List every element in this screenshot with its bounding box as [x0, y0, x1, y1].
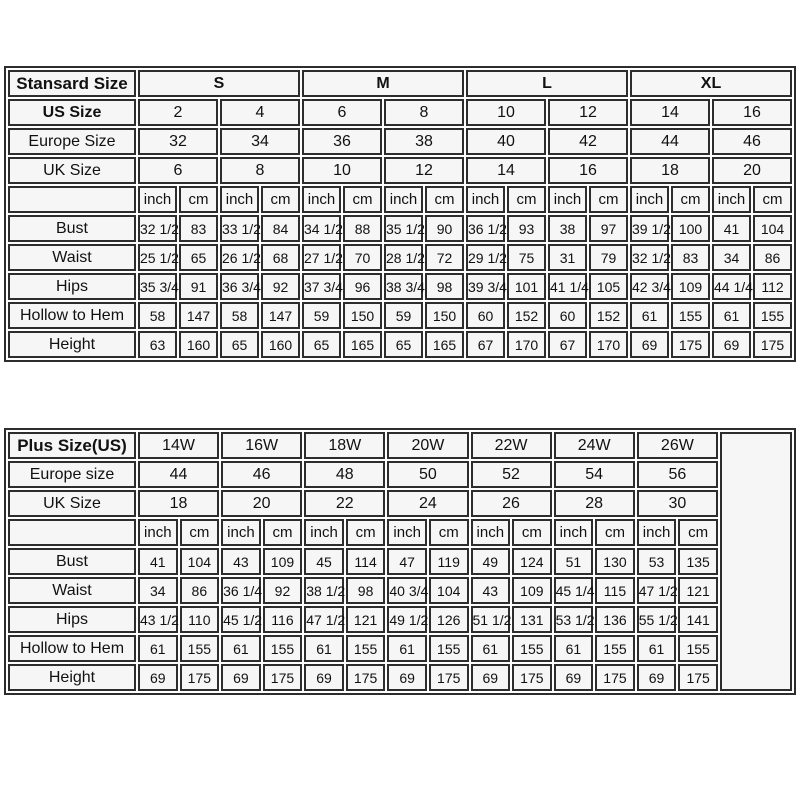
unit-cell: cm [425, 186, 464, 213]
standard-size-table [4, 66, 796, 362]
size-value-cell: 46 [221, 461, 302, 488]
measurement-value-cell: 40 3/4 [387, 577, 427, 604]
measurement-value-cell: 36 3/4 [220, 273, 259, 300]
measurement-value-cell: 51 1/2 [471, 606, 511, 633]
measurement-value-cell: 34 [138, 577, 178, 604]
measurement-value-cell: 45 [304, 548, 344, 575]
unit-row-label-cell [8, 519, 136, 546]
measurement-value-cell: 175 [671, 331, 710, 358]
size-group-header: L [466, 70, 628, 97]
measurement-value-cell: 31 [548, 244, 587, 271]
size-row [8, 461, 792, 488]
unit-cell: inch [548, 186, 587, 213]
measurement-row [8, 635, 792, 662]
measurement-value-cell: 104 [429, 577, 469, 604]
row-label: Waist [8, 577, 136, 604]
unit-cell: cm [343, 186, 382, 213]
measurement-value-cell: 155 [595, 635, 635, 662]
unit-cell: cm [263, 519, 303, 546]
size-value-cell: 48 [304, 461, 385, 488]
measurement-value-cell: 116 [263, 606, 303, 633]
row-label: UK Size [8, 490, 136, 517]
measurement-value-cell: 35 3/4 [138, 273, 177, 300]
measurement-value-cell: 119 [429, 548, 469, 575]
measurement-row [8, 548, 792, 575]
measurement-value-cell: 38 3/4 [384, 273, 423, 300]
measurement-value-cell: 152 [589, 302, 628, 329]
measurement-value-cell: 69 [221, 664, 261, 691]
measurement-value-cell: 69 [630, 331, 669, 358]
measurement-value-cell: 49 [471, 548, 511, 575]
size-row [8, 99, 792, 126]
measurement-value-cell: 49 1/2 [387, 606, 427, 633]
measurement-value-cell: 160 [261, 331, 300, 358]
unit-cell: inch [138, 519, 178, 546]
measurement-value-cell: 42 3/4 [630, 273, 669, 300]
measurement-value-cell: 155 [429, 635, 469, 662]
measurement-value-cell: 61 [554, 635, 594, 662]
measurement-value-cell: 115 [595, 577, 635, 604]
measurement-value-cell: 47 1/2 [304, 606, 344, 633]
size-value-cell: 10 [302, 157, 382, 184]
measurement-value-cell: 114 [346, 548, 386, 575]
measurement-value-cell: 86 [753, 244, 792, 271]
measurement-value-cell: 61 [471, 635, 511, 662]
measurement-value-cell: 92 [261, 273, 300, 300]
unit-cell: cm [595, 519, 635, 546]
unit-cell: cm [507, 186, 546, 213]
size-row [8, 490, 792, 517]
measurement-value-cell: 60 [466, 302, 505, 329]
measurement-value-cell: 160 [179, 331, 218, 358]
measurement-value-cell: 41 1/4 [548, 273, 587, 300]
unit-cell: inch [637, 519, 677, 546]
measurement-value-cell: 83 [179, 215, 218, 242]
unit-cell: cm [261, 186, 300, 213]
measurement-value-cell: 175 [753, 331, 792, 358]
measurement-value-cell: 155 [346, 635, 386, 662]
measurement-value-cell: 175 [346, 664, 386, 691]
measurement-value-cell: 104 [753, 215, 792, 242]
measurement-value-cell: 47 [387, 548, 427, 575]
size-value-cell: 8 [384, 99, 464, 126]
measurement-value-cell: 150 [425, 302, 464, 329]
unit-row-label-cell [8, 186, 136, 213]
row-label: Hips [8, 606, 136, 633]
size-row [8, 157, 792, 184]
row-label: Hips [8, 273, 136, 300]
size-value-cell: 4 [220, 99, 300, 126]
row-label: Hollow to Hem [8, 302, 136, 329]
unit-cell: inch [304, 519, 344, 546]
measurement-value-cell: 61 [387, 635, 427, 662]
measurement-value-cell: 124 [512, 548, 552, 575]
plus-size-table-section [4, 428, 796, 695]
size-value-cell: 14 [630, 99, 710, 126]
size-value-cell: 44 [630, 128, 710, 155]
measurement-value-cell: 65 [384, 331, 423, 358]
measurement-value-cell: 83 [671, 244, 710, 271]
size-group-header: 24W [554, 432, 635, 459]
measurement-row [8, 577, 792, 604]
measurement-value-cell: 39 3/4 [466, 273, 505, 300]
unit-cell: cm [512, 519, 552, 546]
measurement-value-cell: 68 [261, 244, 300, 271]
size-value-cell: 34 [220, 128, 300, 155]
size-value-cell: 14 [466, 157, 546, 184]
measurement-value-cell: 34 [712, 244, 751, 271]
measurement-value-cell: 47 1/2 [637, 577, 677, 604]
measurement-value-cell: 29 1/2 [466, 244, 505, 271]
row-label: Height [8, 664, 136, 691]
unit-cell: inch [471, 519, 511, 546]
size-group-header: XL [630, 70, 792, 97]
measurement-value-cell: 69 [637, 664, 677, 691]
unit-cell: cm [589, 186, 628, 213]
measurement-value-cell: 38 1/2 [304, 577, 344, 604]
measurement-value-cell: 112 [753, 273, 792, 300]
measurement-value-cell: 61 [138, 635, 178, 662]
size-value-cell: 16 [712, 99, 792, 126]
measurement-value-cell: 101 [507, 273, 546, 300]
size-value-cell: 20 [712, 157, 792, 184]
size-value-cell: 32 [138, 128, 218, 155]
measurement-value-cell: 65 [302, 331, 341, 358]
unit-cell: cm [179, 186, 218, 213]
size-value-cell: 28 [554, 490, 635, 517]
size-value-cell: 40 [466, 128, 546, 155]
measurement-value-cell: 175 [429, 664, 469, 691]
measurement-value-cell: 69 [471, 664, 511, 691]
unit-cell: cm [346, 519, 386, 546]
measurement-row [8, 331, 792, 358]
measurement-value-cell: 175 [512, 664, 552, 691]
size-value-cell: 10 [466, 99, 546, 126]
measurement-value-cell: 147 [261, 302, 300, 329]
size-value-cell: 6 [302, 99, 382, 126]
measurement-value-cell: 41 [138, 548, 178, 575]
size-group-header: 20W [387, 432, 468, 459]
measurement-value-cell: 25 1/2 [138, 244, 177, 271]
measurement-value-cell: 59 [384, 302, 423, 329]
unit-cell: inch [138, 186, 177, 213]
measurement-value-cell: 39 1/2 [630, 215, 669, 242]
measurement-value-cell: 109 [512, 577, 552, 604]
measurement-value-cell: 109 [671, 273, 710, 300]
measurement-value-cell: 67 [548, 331, 587, 358]
measurement-row [8, 302, 792, 329]
measurement-value-cell: 155 [512, 635, 552, 662]
measurement-value-cell: 121 [346, 606, 386, 633]
plus-size-table [4, 428, 796, 695]
measurement-value-cell: 38 [548, 215, 587, 242]
unit-cell: inch [466, 186, 505, 213]
measurement-value-cell: 175 [180, 664, 220, 691]
measurement-row [8, 606, 792, 633]
size-value-cell: 24 [387, 490, 468, 517]
measurement-value-cell: 33 1/2 [220, 215, 259, 242]
measurement-value-cell: 126 [429, 606, 469, 633]
measurement-value-cell: 175 [678, 664, 718, 691]
unit-cell: cm [180, 519, 220, 546]
size-value-cell: 18 [138, 490, 219, 517]
unit-row [8, 519, 792, 546]
size-group-header: 26W [637, 432, 718, 459]
measurement-value-cell: 155 [753, 302, 792, 329]
unit-cell: cm [429, 519, 469, 546]
measurement-row [8, 215, 792, 242]
size-group-header: 14W [138, 432, 219, 459]
measurement-value-cell: 84 [261, 215, 300, 242]
measurement-value-cell: 65 [220, 331, 259, 358]
measurement-row [8, 244, 792, 271]
measurement-value-cell: 165 [343, 331, 382, 358]
table-title-cell: Stansard Size [8, 70, 136, 97]
measurement-value-cell: 150 [343, 302, 382, 329]
measurement-value-cell: 63 [138, 331, 177, 358]
measurement-value-cell: 69 [387, 664, 427, 691]
measurement-value-cell: 104 [180, 548, 220, 575]
measurement-value-cell: 130 [595, 548, 635, 575]
size-value-cell: 22 [304, 490, 385, 517]
header-row [8, 70, 792, 97]
size-row [8, 128, 792, 155]
measurement-value-cell: 155 [263, 635, 303, 662]
measurement-value-cell: 152 [507, 302, 546, 329]
measurement-value-cell: 100 [671, 215, 710, 242]
size-value-cell: 18 [630, 157, 710, 184]
measurement-value-cell: 72 [425, 244, 464, 271]
measurement-value-cell: 136 [595, 606, 635, 633]
size-value-cell: 12 [548, 99, 628, 126]
size-value-cell: 2 [138, 99, 218, 126]
measurement-value-cell: 28 1/2 [384, 244, 423, 271]
measurement-value-cell: 55 1/2 [637, 606, 677, 633]
measurement-value-cell: 90 [425, 215, 464, 242]
size-value-cell: 36 [302, 128, 382, 155]
measurement-value-cell: 98 [425, 273, 464, 300]
measurement-value-cell: 79 [589, 244, 628, 271]
measurement-value-cell: 170 [589, 331, 628, 358]
measurement-value-cell: 109 [263, 548, 303, 575]
measurement-value-cell: 141 [678, 606, 718, 633]
table-title-cell: Plus Size(US) [8, 432, 136, 459]
measurement-value-cell: 32 1/2 [138, 215, 177, 242]
unit-cell: inch [221, 519, 261, 546]
measurement-value-cell: 155 [678, 635, 718, 662]
measurement-value-cell: 165 [425, 331, 464, 358]
row-label: UK Size [8, 157, 136, 184]
unit-cell: inch [302, 186, 341, 213]
unit-cell: inch [554, 519, 594, 546]
measurement-row [8, 664, 792, 691]
row-label: Europe Size [8, 128, 136, 155]
row-label: Europe size [8, 461, 136, 488]
row-label: Height [8, 331, 136, 358]
size-value-cell: 38 [384, 128, 464, 155]
measurement-value-cell: 45 1/2 [221, 606, 261, 633]
measurement-value-cell: 41 [712, 215, 751, 242]
measurement-value-cell: 58 [138, 302, 177, 329]
measurement-value-cell: 51 [554, 548, 594, 575]
measurement-value-cell: 98 [346, 577, 386, 604]
measurement-value-cell: 175 [595, 664, 635, 691]
measurement-value-cell: 75 [507, 244, 546, 271]
measurement-value-cell: 93 [507, 215, 546, 242]
size-value-cell: 52 [471, 461, 552, 488]
unit-cell: cm [678, 519, 718, 546]
measurement-value-cell: 43 [221, 548, 261, 575]
size-value-cell: 8 [220, 157, 300, 184]
size-value-cell: 6 [138, 157, 218, 184]
measurement-value-cell: 34 1/2 [302, 215, 341, 242]
row-label: Bust [8, 548, 136, 575]
measurement-value-cell: 86 [180, 577, 220, 604]
measurement-value-cell: 70 [343, 244, 382, 271]
size-value-cell: 46 [712, 128, 792, 155]
measurement-value-cell: 60 [548, 302, 587, 329]
row-label: US Size [8, 99, 136, 126]
measurement-value-cell: 27 1/2 [302, 244, 341, 271]
size-group-header: 16W [221, 432, 302, 459]
size-group-header: 18W [304, 432, 385, 459]
standard-size-table-section [4, 66, 796, 362]
unit-cell: inch [387, 519, 427, 546]
measurement-value-cell: 155 [671, 302, 710, 329]
measurement-value-cell: 61 [637, 635, 677, 662]
size-group-header: S [138, 70, 300, 97]
measurement-value-cell: 36 1/2 [466, 215, 505, 242]
size-group-header: 22W [471, 432, 552, 459]
unit-cell: cm [671, 186, 710, 213]
size-value-cell: 56 [637, 461, 718, 488]
measurement-value-cell: 92 [263, 577, 303, 604]
measurement-value-cell: 147 [179, 302, 218, 329]
size-value-cell: 16 [548, 157, 628, 184]
measurement-value-cell: 43 [471, 577, 511, 604]
measurement-value-cell: 88 [343, 215, 382, 242]
measurement-value-cell: 59 [302, 302, 341, 329]
measurement-value-cell: 61 [304, 635, 344, 662]
unit-cell: inch [630, 186, 669, 213]
measurement-value-cell: 121 [678, 577, 718, 604]
size-value-cell: 30 [637, 490, 718, 517]
row-label: Waist [8, 244, 136, 271]
measurement-value-cell: 170 [507, 331, 546, 358]
measurement-value-cell: 105 [589, 273, 628, 300]
size-value-cell: 20 [221, 490, 302, 517]
unit-cell: inch [220, 186, 259, 213]
measurement-value-cell: 69 [554, 664, 594, 691]
measurement-value-cell: 67 [466, 331, 505, 358]
measurement-value-cell: 44 1/4 [712, 273, 751, 300]
header-row [8, 432, 792, 459]
row-label: Bust [8, 215, 136, 242]
measurement-value-cell: 26 1/2 [220, 244, 259, 271]
measurement-value-cell: 32 1/2 [630, 244, 669, 271]
measurement-value-cell: 61 [221, 635, 261, 662]
measurement-value-cell: 58 [220, 302, 259, 329]
measurement-value-cell: 110 [180, 606, 220, 633]
measurement-value-cell: 61 [712, 302, 751, 329]
measurement-value-cell: 35 1/2 [384, 215, 423, 242]
size-value-cell: 44 [138, 461, 219, 488]
measurement-value-cell: 69 [712, 331, 751, 358]
measurement-value-cell: 175 [263, 664, 303, 691]
measurement-value-cell: 96 [343, 273, 382, 300]
measurement-value-cell: 135 [678, 548, 718, 575]
unit-cell: cm [753, 186, 792, 213]
size-group-header: M [302, 70, 464, 97]
unit-cell: inch [712, 186, 751, 213]
measurement-value-cell: 91 [179, 273, 218, 300]
measurement-value-cell: 43 1/2 [138, 606, 178, 633]
row-label: Hollow to Hem [8, 635, 136, 662]
measurement-value-cell: 53 1/2 [554, 606, 594, 633]
size-value-cell: 26 [471, 490, 552, 517]
measurement-value-cell: 36 1/4 [221, 577, 261, 604]
unit-row [8, 186, 792, 213]
measurement-value-cell: 61 [630, 302, 669, 329]
size-value-cell: 12 [384, 157, 464, 184]
measurement-value-cell: 45 1/4 [554, 577, 594, 604]
measurement-value-cell: 37 3/4 [302, 273, 341, 300]
measurement-value-cell: 53 [637, 548, 677, 575]
measurement-value-cell: 155 [180, 635, 220, 662]
unit-cell: inch [384, 186, 423, 213]
size-value-cell: 54 [554, 461, 635, 488]
size-value-cell: 50 [387, 461, 468, 488]
empty-column-cell [720, 432, 792, 691]
measurement-value-cell: 69 [304, 664, 344, 691]
measurement-value-cell: 131 [512, 606, 552, 633]
measurement-value-cell: 65 [179, 244, 218, 271]
size-value-cell: 42 [548, 128, 628, 155]
measurement-value-cell: 69 [138, 664, 178, 691]
measurement-row [8, 273, 792, 300]
measurement-value-cell: 97 [589, 215, 628, 242]
